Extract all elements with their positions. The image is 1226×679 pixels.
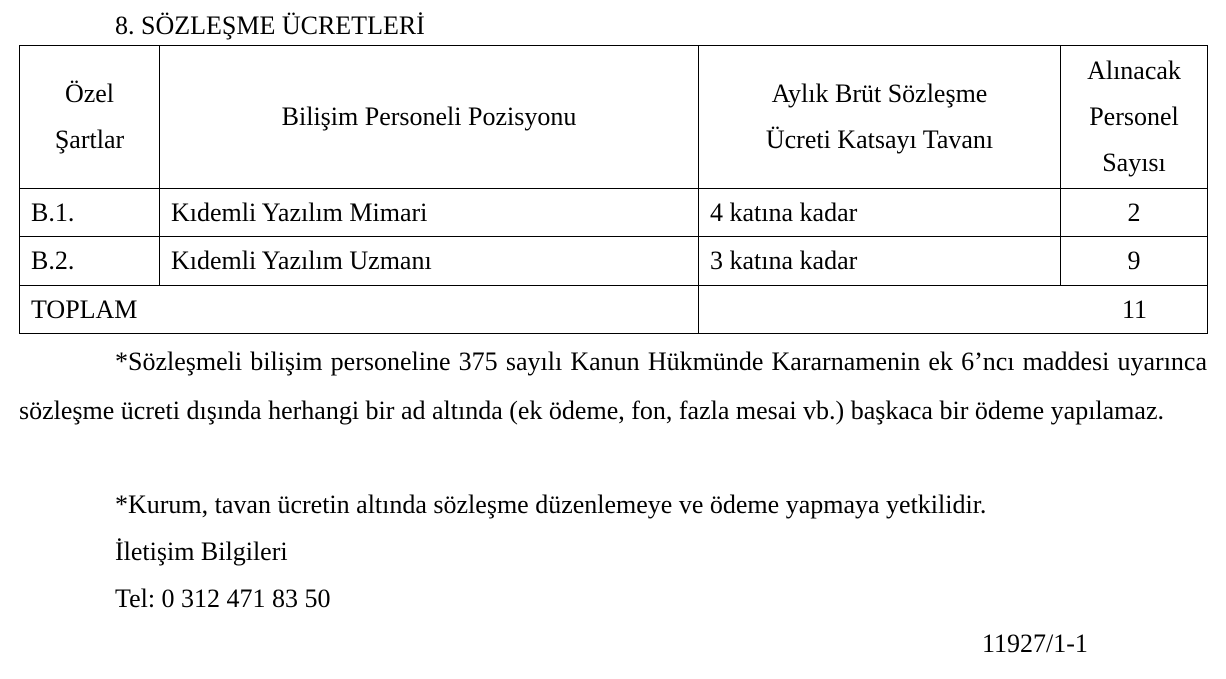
total-label: TOPLAM	[20, 286, 699, 334]
header-salary-cap	[699, 46, 1061, 189]
header-position	[160, 46, 699, 189]
contact-title: İletişim Bilgileri	[115, 537, 288, 566]
header-special-terms	[20, 46, 160, 189]
row-staff-count: 2	[1061, 189, 1208, 237]
table-row	[20, 189, 1208, 237]
header-special-terms-line: Özel	[64, 79, 115, 108]
table-total-row	[20, 286, 1208, 334]
row-position: Kıdemli Yazılım Uzmanı	[160, 237, 699, 286]
header-staff-count-line: Alınacak	[1087, 56, 1181, 85]
table-header-row	[20, 46, 1208, 189]
header-position-label: Bilişim Personeli Pozisyonu	[281, 102, 577, 131]
row-code: B.1.	[20, 189, 160, 237]
row-staff-count: 9	[1061, 237, 1208, 286]
header-special-terms-line: Şartlar	[54, 125, 125, 154]
table-row	[20, 237, 1208, 286]
document-number: 11927/1-1	[982, 629, 1088, 658]
row-code: B.2.	[20, 237, 160, 286]
contract-fee-table	[19, 45, 1208, 334]
row-salary-cap: 4 katına kadar	[699, 189, 1061, 237]
row-position: Kıdemli Yazılım Mimari	[160, 189, 699, 237]
header-salary-cap-line: Ücreti Katsayı Tavanı	[765, 125, 994, 154]
header-staff-count-line: Sayısı	[1102, 148, 1166, 177]
note-authority: *Kurum, tavan ücretin altında sözleşme düzenlemeye ve ödeme yapmaya yetkilidir.	[115, 490, 987, 519]
row-salary-cap: 3 katına kadar	[699, 237, 1061, 286]
note-payment-restriction: *Sözleşmeli bilişim personeline 375 sayılı Kanun Hükmünde Kararnamenin ek 6’ncı maddesi uyarınca sözleşme ücreti dışında herhangi bir ad altında (ek ödeme, fon, fazla mesai vb.) başkaca bir ödeme yapılamaz.	[19, 347, 1207, 425]
contact-phone: Tel: 0 312 471 83 50	[115, 584, 331, 613]
header-staff-count	[1061, 46, 1208, 189]
total-count: 11	[699, 286, 1208, 334]
header-salary-cap-line: Aylık Brüt Sözleşme	[771, 79, 988, 108]
section-title: 8. SÖZLEŞME ÜCRETLERİ	[115, 11, 425, 40]
header-staff-count-line: Personel	[1089, 102, 1179, 131]
